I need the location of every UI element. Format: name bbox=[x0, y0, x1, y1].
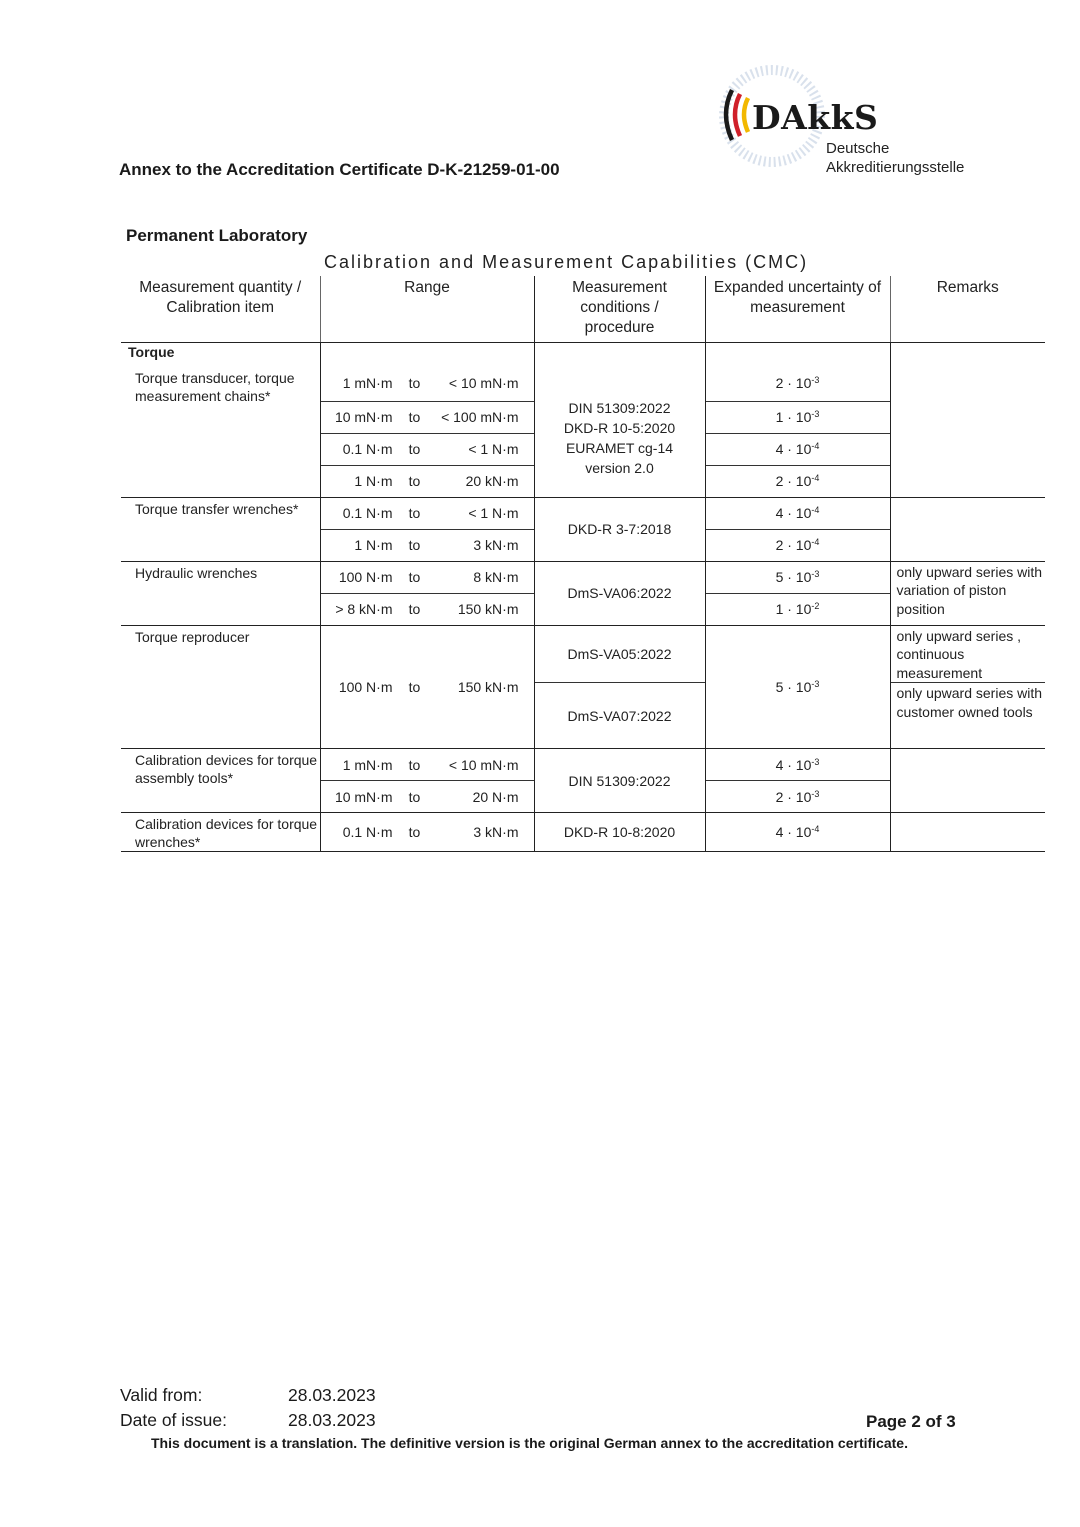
uncertainty-cell: $2 \cdot 10^{-4}$ bbox=[705, 465, 890, 497]
range-cell: 0.1 N·m to < 1 N·m bbox=[320, 497, 534, 529]
valid-from-value: 28.03.2023 bbox=[288, 1385, 376, 1405]
uncertainty-cell: $2 \cdot 10^{-3}$ bbox=[705, 781, 890, 813]
table-row bbox=[121, 813, 1045, 852]
item-calibration-devices-assembly-tools: Calibration devices for torque assembly tools* bbox=[121, 749, 320, 813]
uncertainty-cell: $1 \cdot 10^{-2}$ bbox=[705, 593, 890, 625]
item-calibration-devices-torque-wrenches: Calibration devices for torque wrenches* bbox=[121, 813, 320, 852]
procedure-cell: DIN 51309:2022 DKD-R 10-5:2020 EURAMET cg-14 version 2.0 bbox=[534, 365, 705, 497]
range-cell: 0.1 N·m to < 1 N·m bbox=[320, 433, 534, 465]
range-cell: 10 mN·m to 20 N·m bbox=[320, 781, 534, 813]
table-row bbox=[121, 365, 1045, 401]
document-title: Annex to the Accreditation Certificate D-K-21259-01-00 bbox=[119, 160, 560, 179]
table-row bbox=[121, 749, 1045, 781]
remarks-cell bbox=[890, 497, 1045, 561]
remarks-cell bbox=[890, 749, 1045, 813]
logo-line-1: Deutsche bbox=[826, 140, 890, 157]
valid-from-label: Valid from: bbox=[120, 1385, 203, 1405]
table-row bbox=[121, 561, 1045, 593]
range-cell: 1 N·m to 3 kN·m bbox=[320, 529, 534, 561]
range-cell: 10 mN·m to < 100 mN·m bbox=[320, 401, 534, 433]
uncertainty-cell: $4 \cdot 10^{-4}$ bbox=[705, 497, 890, 529]
range-cell: 0.1 N·m to 3 kN·m bbox=[320, 813, 534, 852]
translation-disclaimer: This document is a translation. The definitive version is the original German annex to the accreditation certificate. bbox=[151, 1435, 908, 1451]
table-header-row bbox=[121, 276, 1045, 342]
table-row bbox=[121, 625, 1045, 683]
uncertainty-cell: $5 \cdot 10^{-3}$ bbox=[705, 561, 890, 593]
remarks-cell: only upward series with variation of piston position bbox=[890, 561, 1045, 625]
remarks-cell bbox=[890, 365, 1045, 497]
remarks-cell bbox=[890, 813, 1045, 852]
header-uncertainty: Expanded uncertainty of measurement bbox=[705, 276, 890, 342]
table-row bbox=[121, 497, 1045, 529]
date-of-issue-value: 28.03.2023 bbox=[288, 1410, 376, 1430]
range-cell: > 8 kN·m to 150 kN·m bbox=[320, 593, 534, 625]
date-of-issue-label: Date of issue: bbox=[120, 1410, 227, 1430]
category-torque: Torque bbox=[128, 343, 175, 360]
range-cell: 100 N·m to 8 kN·m bbox=[320, 561, 534, 593]
uncertainty-cell: $4 \cdot 10^{-4}$ bbox=[705, 433, 890, 465]
item-torque-transducer: Torque transducer, torque measurement chains* bbox=[121, 365, 320, 497]
uncertainty-cell: $4 \cdot 10^{-3}$ bbox=[705, 749, 890, 781]
section-title: Permanent Laboratory bbox=[126, 226, 308, 245]
uncertainty-cell: $1 \cdot 10^{-3}$ bbox=[705, 401, 890, 433]
table-row bbox=[121, 342, 1045, 365]
cmc-table bbox=[121, 276, 1045, 852]
page-number: Page 2 of 3 bbox=[866, 1412, 956, 1431]
item-hydraulic-wrenches: Hydraulic wrenches bbox=[121, 561, 320, 625]
uncertainty-cell: $4 \cdot 10^{-4}$ bbox=[705, 813, 890, 852]
header-remarks: Remarks bbox=[890, 276, 1045, 342]
header-conditions: Measurement conditions / procedure bbox=[534, 276, 705, 342]
header-range: Range bbox=[320, 276, 534, 342]
range-cell: 1 mN·m to < 10 mN·m bbox=[320, 365, 534, 401]
procedure-cell: DmS-VA05:2022 bbox=[534, 625, 705, 683]
logo-line-2: Akkreditierungsstelle bbox=[826, 159, 965, 176]
header-quantity: Measurement quantity / Calibration item bbox=[121, 276, 320, 342]
uncertainty-cell: $5 \cdot 10^{-3}$ bbox=[705, 625, 890, 749]
remarks-cell: only upward series with customer owned tools bbox=[890, 683, 1045, 749]
logo-wordmark: DAkkS bbox=[752, 98, 879, 137]
cmc-title: Calibration and Measurement Capabilities (CMC) bbox=[324, 252, 809, 272]
range-cell: 1 mN·m to < 10 mN·m bbox=[320, 749, 534, 781]
procedure-cell: DmS-VA07:2022 bbox=[534, 683, 705, 749]
procedure-cell: DKD-R 10-8:2020 bbox=[534, 813, 705, 852]
item-torque-reproducer: Torque reproducer bbox=[121, 625, 320, 749]
uncertainty-cell: $2 \cdot 10^{-4}$ bbox=[705, 529, 890, 561]
uncertainty-cell: $2 \cdot 10^{-3}$ bbox=[705, 365, 890, 401]
procedure-cell: DIN 51309:2022 bbox=[534, 749, 705, 813]
procedure-cell: DKD-R 3-7:2018 bbox=[534, 497, 705, 561]
procedure-cell: DmS-VA06:2022 bbox=[534, 561, 705, 625]
range-cell: 100 N·m to 150 kN·m bbox=[320, 625, 534, 749]
range-cell: 1 N·m to 20 kN·m bbox=[320, 465, 534, 497]
item-torque-transfer-wrenches: Torque transfer wrenches* bbox=[121, 497, 320, 561]
remarks-cell: only upward series , continuous measurement bbox=[890, 625, 1045, 683]
